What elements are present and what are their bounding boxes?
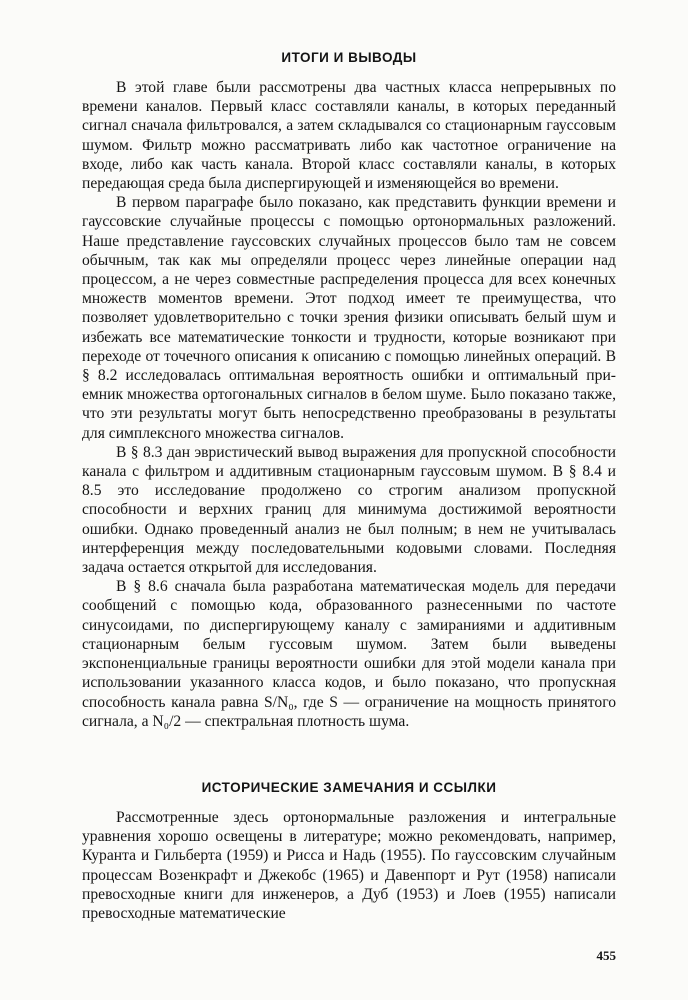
section-body-history [82, 808, 616, 923]
paragraph: Рассмотренные здесь ортонормальные разложения и интегральные уравнения хорошо освещены в литературе; можно рекомендовать, например, Куранта и Гильберта (1959) и Рисса и Надь (1955). По гауссовским случайным процессам Возенкрафт и Джекобс (1965) и Давенпорт и Рут (1958) написали превосходные книги для инженеров, а Дуб (1953) и Лоев (1955) написали превосходные математические [82, 809, 616, 923]
paragraph: В этой главе были рассмотрены два частных класса непрерывных по времени каналов. Первый класс составляли каналы, в которых переданный сигнал сначала фильтровался, а затем складывался со стационарным гауссовым шумом. Фильтр можно рассматривать либо как частотное ограничение на входе, либо как часть канала. Второй класс составляли каналы, в которых передающая среда была диспергирующей и изменяющейся во времени. [82, 79, 616, 193]
paragraph: В § 8.6 сначала была разработана математическая модель для передачи сообщений с помощью кода, образованного разнесенными по частоте синусоидами, по диспергирующему каналу с замираниями и аддитивным стационарным белым гуссовым шумом. Затем были выведены экспоненциальные границы вероятности ошибки для этой модели канала при использовании указанного класса кодов, и было показано, что пропускная способность канала равна S/N₀, где S — ограничение на мощность принятого сигнала, а N₀/2 — спектральная плотность шума. [82, 578, 616, 730]
section-body-summary [82, 78, 616, 731]
page-number: 455 [596, 948, 616, 963]
paragraph: В первом параграфе было показано, как представить функции времени и гауссовские случайные процессы с помощью ортонормальных разложений. Наше представление гауссовских случайных процессов было там не совсем обычным, так как мы определяли процесс через линейные операции над процессом, а не через совместные распределения процесса для всех конечных множеств моментов времени. Этот подход имеет те преимущества, что позволяет удовлетворительно с точки зрения физики описывать белый шум и избежать все математические тонкости и трудности, которые возникают при переходе от точечного описания к описанию с помощью линейных операций. В § 8.2 исследовалась оптимальная вероятность ошибки и оптимальный приемник множества ортогональных сигналов в белом шуме. Было показано также, что эти результаты могут быть непосредственно преобразованы в результаты для симплексного множества сигналов. [82, 194, 616, 442]
section-title-summary: ИТОГИ И ВЫВОДЫ [281, 50, 417, 65]
section-title-history: ИСТОРИЧЕСКИЕ ЗАМЕЧАНИЯ И ССЫЛКИ [201, 780, 497, 795]
paragraph: В § 8.3 дан эвристический вывод выражения для пропускной способности канала с фильтром и аддитивным стационарным гауссовым шумом. В § 8.4 и 8.5 это исследование продолжено со строгим анализом пропускной способности и верхних границ для минимума достижимой вероятности ошибки. Однако проведенный анализ не был полным; в нем не учитывалась интерференция между последовательными кодовыми словами. Последняя задача остается открытой для исследования. [82, 443, 616, 577]
